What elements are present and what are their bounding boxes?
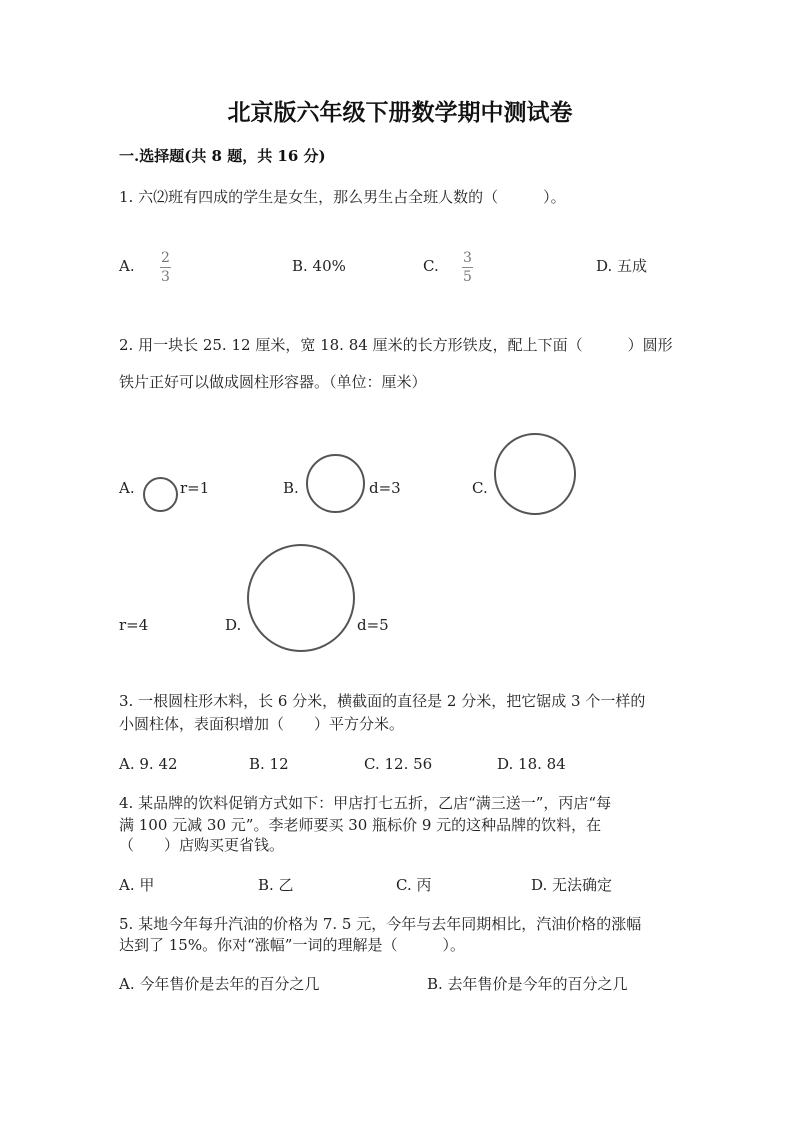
fraction-denominator: 5 — [463, 269, 472, 285]
fraction-numerator: 2 — [161, 250, 170, 266]
q2-option-b-label: B. — [283, 479, 299, 497]
q1-option-c-label: C. — [423, 257, 439, 275]
circle-option-a — [143, 477, 178, 512]
page-title: 北京版六年级下册数学期中测试卷 — [227, 99, 573, 126]
q2-option-a-label: A. — [119, 479, 135, 497]
q1-option-c-fraction — [462, 251, 473, 284]
q1-option-a-fraction — [160, 251, 171, 284]
q1-option-a-label: A. — [119, 257, 135, 275]
q1-option-d: D. 五成 — [596, 257, 648, 275]
q4-option-c: C. 丙 — [396, 876, 432, 894]
question-5-stem-line-1: 5. 某地今年每升汽油的价格为 7. 5 元，今年与去年同期相比，汽油价格的涨幅 — [119, 915, 642, 933]
question-4-stem-line-1: 4. 某品牌的饮料促销方式如下：甲店打七五折，乙店“满三送一”，丙店“每 — [119, 794, 612, 812]
circle-option-c — [494, 433, 576, 515]
q1-option-b: B. 40% — [292, 257, 346, 275]
q3-option-d: D. 18. 84 — [497, 755, 566, 773]
fraction-bar — [462, 267, 473, 268]
fraction-numerator: 3 — [463, 250, 472, 266]
q2-option-a-dimension: r=1 — [180, 479, 210, 497]
question-3-stem-line-2: 小圆柱体，表面积增加（ ）平方分米。 — [119, 715, 405, 733]
circle-option-d — [247, 544, 355, 652]
q2-option-d-dimension: d=5 — [357, 616, 389, 634]
q3-option-c: C. 12. 56 — [364, 755, 433, 773]
question-3-stem-line-1: 3. 一根圆柱形木料，长 6 分米，横截面的直径是 2 分米，把它锯成 3 个一样的 — [119, 692, 646, 710]
q4-option-d: D. 无法确定 — [531, 876, 613, 894]
q2-option-c-dimension: r=4 — [119, 616, 149, 634]
fraction-denominator: 3 — [161, 269, 170, 285]
question-5-stem-line-2: 达到了 15%。你对“涨幅”一词的理解是（ ）。 — [119, 936, 465, 954]
question-2-stem-line-2: 铁片正好可以做成圆柱形容器。（单位：厘米） — [119, 373, 427, 391]
circle-option-b — [306, 454, 365, 513]
q3-option-b: B. 12 — [249, 755, 289, 773]
q5-option-b: B. 去年售价是今年的百分之几 — [427, 975, 628, 993]
q2-option-b-dimension: d=3 — [369, 479, 401, 497]
question-1-stem: 1. 六⑵班有四成的学生是女生，那么男生占全班人数的（ ）。 — [119, 188, 566, 206]
section-heading: 一.选择题(共 8 题，共 16 分) — [119, 147, 326, 165]
q2-option-c-label: C. — [472, 479, 488, 497]
q4-option-a: A. 甲 — [119, 876, 155, 894]
q4-option-b: B. 乙 — [258, 876, 294, 894]
q3-option-a: A. 9. 42 — [119, 755, 178, 773]
question-2-stem-line-1: 2. 用一块长 25. 12 厘米，宽 18. 84 厘米的长方形铁皮，配上下面（ ）圆形 — [119, 336, 673, 354]
q2-option-d-label: D. — [225, 616, 242, 634]
fraction-bar — [160, 267, 171, 268]
q5-option-a: A. 今年售价是去年的百分之几 — [119, 975, 320, 993]
question-4-stem-line-2: 满 100 元减 30 元”。李老师要买 30 瓶标价 9 元的这种品牌的饮料，在 — [119, 816, 602, 834]
question-4-stem-line-3: （ ）店购买更省钱。 — [119, 836, 285, 854]
